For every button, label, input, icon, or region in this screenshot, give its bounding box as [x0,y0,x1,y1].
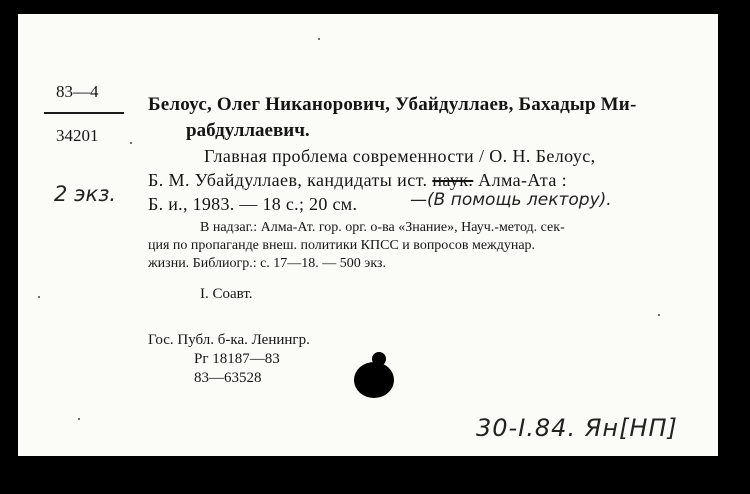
notes-line1: В надзаг.: Алма-Ат. гор. орг. о-ва «Знание», Науч.-метод. сек- [200,220,565,235]
speck [658,314,660,316]
author-heading-line2: рабдуллаевич. [186,120,310,141]
notes-line2: ция по пропаганде внеш. политики КПСС и вопросов междунар. [148,238,536,253]
tracing: I. Соавт. [200,286,253,302]
imprint-line: Б. и., 1983. — 18 с.; 20 см. [148,194,358,214]
library-line2: Рг 18187—83 [194,351,280,367]
handwritten-date-note: 30-I.84. Ян[НП] [476,414,678,442]
call-number-top: 83—4 [56,82,99,101]
speck [130,142,132,144]
ink-blot [354,362,394,398]
handwritten-series-note: —(В помощь лектору). [410,190,612,210]
author-heading-line1: Белоус, Олег Никанорович, Убайдуллаев, Бахадыр Ми- [148,94,637,115]
call-number-divider [44,112,124,114]
speck [78,418,80,420]
title-line2-rest: Алма-Ата : [478,170,568,190]
title-line2 [148,170,567,191]
speck [38,296,40,298]
struck-word: наук. [432,170,474,190]
ink-blot-edge [372,352,386,366]
library-line1: Гос. Публ. б-ка. Ленингр. [148,332,310,348]
notes-line3: жизни. Библиогр.: с. 17—18. — 500 экз. [148,256,386,271]
library-line3: 83—63528 [194,370,262,386]
title-line1: Главная проблема современности / О. Н. Белоус, [204,146,596,166]
speck [318,38,320,40]
catalog-card [18,14,718,456]
title-line2-main: Б. М. Убайдуллаев, кандидаты ист. [148,170,428,190]
copies-handwritten-note: 2 экз. [54,182,117,206]
call-number-bottom: 34201 [56,126,99,145]
